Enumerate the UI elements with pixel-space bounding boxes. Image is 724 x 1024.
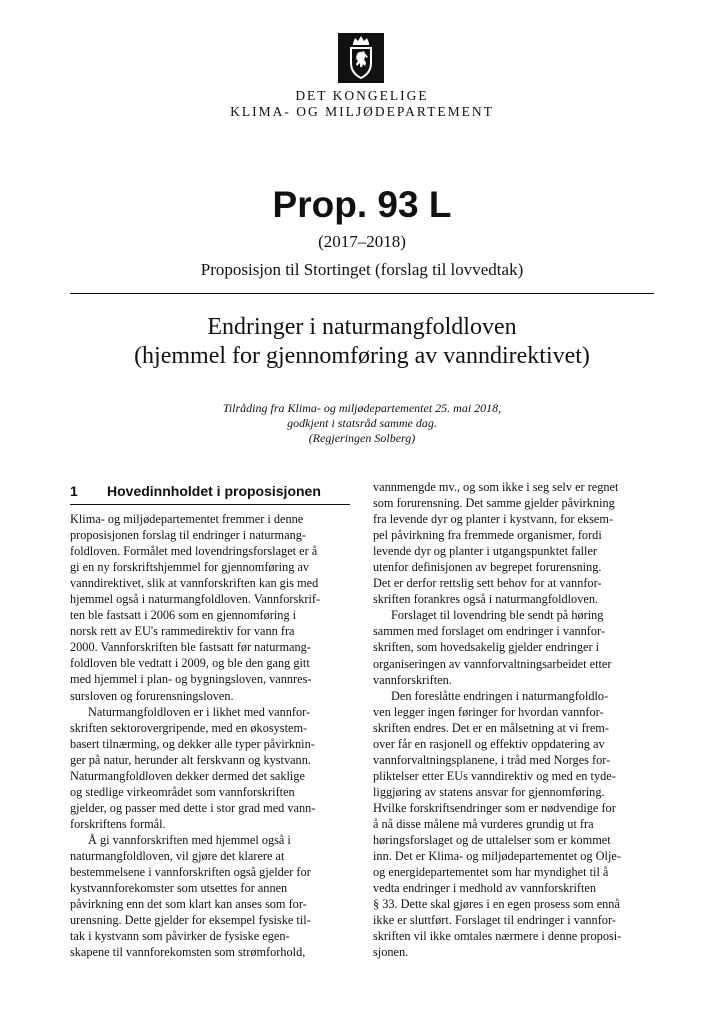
body-text-line: inn. Det er Klima- og miljødepartementet og Olje- xyxy=(373,849,621,864)
section-title: Hovedinnholdet i proposisjonen xyxy=(107,483,321,499)
section-number: 1 xyxy=(70,483,78,499)
body-text-line: skriften, som hovedsakelig gjelder endringer i xyxy=(373,640,600,655)
body-text-line: liggjøring av statens ansvar for gjennomføring. xyxy=(373,784,605,799)
body-text-line: urensning. Dette gjelder for eksempel fysiske til- xyxy=(70,913,311,928)
document-title-line2: (hjemmel for gjennomføring av vanndirektivet) xyxy=(134,343,590,369)
body-text-line: naturmangfoldloven, vil gjøre det klarere at xyxy=(70,848,285,863)
body-text-line: Naturmangfoldloven er i likhet med vannfor- xyxy=(88,704,311,719)
section-divider xyxy=(70,504,350,505)
body-column-right xyxy=(373,479,653,960)
approval-line3: (Regjeringen Solberg) xyxy=(308,431,416,445)
body-text-line: hjemmel også i naturmangfoldloven. Vannforskrif- xyxy=(70,592,321,607)
approval-line1: Tilråding fra Klima- og miljødepartementet 25. mai 2018, xyxy=(222,401,502,415)
body-text-line: høringsforslaget og de uttalelser som er kommet xyxy=(373,833,611,848)
body-text-line: basert tilnærming, og dekker alle typer påvirknin- xyxy=(70,736,315,751)
department-name-line1: DET KONGELIGE xyxy=(295,88,429,103)
body-text-line: Å gi vannforskriften med hjemmel også i xyxy=(88,832,291,847)
body-text-line: Klima- og miljødepartementet fremmer i denne xyxy=(70,512,304,526)
body-text-line: § 33. Dette skal gjøres i en egen prosess som ennå xyxy=(373,897,620,912)
body-text-line: foldloven ble vedtatt i 2009, og ble den gang gitt xyxy=(70,656,310,671)
body-text-line: Hvilke forskriftsendringer som er nødvendige for xyxy=(373,800,616,815)
body-text-line: over får en rasjonell og effektiv oppdatering av xyxy=(373,736,605,751)
lion-crest-icon xyxy=(338,33,384,83)
body-text-line: utenfor definisjonen av begrepet forurensning. xyxy=(373,560,602,575)
body-text-line: bestemmelsene i vannforskriften også gjelder for xyxy=(70,865,311,880)
body-text-line: skriften endres. Det er en målsetning at vi frem- xyxy=(373,720,609,735)
body-text-line: norsk rett av EU's rammedirektiv for vann fra xyxy=(70,624,295,639)
body-text-line: Forslaget til lovendring ble sendt på høring xyxy=(391,608,604,623)
body-text-line: skriften vil ikke omtales nærmere i denne proposi- xyxy=(373,929,622,944)
body-text-line: med hjemmel i plan- og bygningsloven, vannres- xyxy=(70,672,312,687)
body-text-line: pel påvirkning fra fremmede organismer, fordi xyxy=(373,528,602,543)
body-text-line: vanndirektivet, slik at vannforskriften kan gis med xyxy=(70,576,319,591)
approval-note xyxy=(0,401,724,446)
body-text-line: skriften forankres også i naturmangfoldloven. xyxy=(373,592,599,607)
approval-line2: godkjent i statsråd samme dag. xyxy=(287,416,437,430)
body-text-line: tak i kystvann som påvirker de fysiske egen- xyxy=(70,929,290,944)
body-column-left xyxy=(70,511,350,960)
body-text-line: gjelder, og passer med dette i stor grad med vann- xyxy=(70,800,316,815)
body-text-line: ten ble fastsatt i 2006 som en gjennomføring i xyxy=(70,608,297,623)
body-text-line: sursloven og forurensningsloven. xyxy=(70,688,234,703)
body-text-line: vannforvaltningsplanene, i tråd med Norges for- xyxy=(373,752,611,767)
body-text-line: kystvannforekomster som utsettes for annen xyxy=(70,881,288,896)
body-text-line: Den foreslåtte endringen i naturmangfoldlo- xyxy=(391,688,609,703)
body-text-line: påvirkning enn det som klart kan anses som for- xyxy=(70,897,307,912)
body-text-line: pliktelser etter EUs vanndirektiv og med en tyde- xyxy=(373,768,616,783)
body-text-line: skapene til vannforekomsten som strømforhold, xyxy=(70,945,306,960)
body-text-line: gi en ny forskriftshjemmel for gjennomføring av xyxy=(70,560,310,575)
proposition-title: Prop. 93 L xyxy=(272,184,452,225)
body-text-line: forskriftens formål. xyxy=(70,816,166,831)
section-heading xyxy=(70,482,350,500)
body-text-line: ikke er sluttført. Forslaget til endringer i vannfor- xyxy=(373,913,616,928)
document-title-line1: Endringer i naturmangfoldloven xyxy=(207,314,517,340)
proposition-subtitle: Proposisjon til Stortinget (forslag til lovvedtak) xyxy=(200,260,524,279)
body-text-line: 2000. Vannforskriften ble fastsatt før naturmang- xyxy=(70,640,311,655)
body-text-line: proposisjonen forslag til endringer i naturmang- xyxy=(70,528,306,543)
body-text-line: Det er derfor rettslig sett behov for at vannfor- xyxy=(373,576,602,591)
body-text-line: Naturmangfoldloven dekker dermed det saklige xyxy=(70,768,305,783)
body-text-line: skriften sektorovergripende, med en økosystem- xyxy=(70,720,308,735)
coat-of-arms-emblem xyxy=(338,33,384,83)
body-text-line: og stedlige virkeområdet som vannforskriften xyxy=(70,784,295,799)
body-text-line: sjonen. xyxy=(373,945,409,960)
body-text-line: ger på natur, herunder alt ferskvann og kystvann. xyxy=(70,752,311,767)
body-text-line: sammen med forslaget om endringer i vannfor- xyxy=(373,624,605,639)
body-text-line: og energidepartementet som har myndighet til å xyxy=(373,865,609,880)
body-text-line: ven legger ingen føringer for hvordan vannfor- xyxy=(373,704,604,719)
department-name-line2: KLIMA- OG MILJØDEPARTEMENT xyxy=(230,104,494,119)
body-text-line: vedta endringer i medhold av vannforskriften xyxy=(373,881,596,896)
body-text-line: levende dyr og planter i utgangspunktet faller xyxy=(373,544,598,559)
body-text-line: vannmengde mv., og som ikke i seg selv er regnet xyxy=(373,480,619,494)
body-text-line: vannforskriften. xyxy=(373,672,452,687)
document-title xyxy=(0,313,724,371)
title-divider xyxy=(70,293,654,294)
proposition-session: (2017–2018) xyxy=(318,232,406,251)
body-text-line: fra levende dyr og planter i kystvann, for eksem- xyxy=(373,512,614,527)
body-text-line: å nå disse målene må vurderes grundig ut fra xyxy=(373,816,594,831)
body-text-line: som forurensning. Det samme gjelder påvirkning xyxy=(373,496,615,511)
body-text-line: foldloven. Formålet med lovendringsforslaget er å xyxy=(70,544,318,559)
body-text-line: organiseringen av vannforvaltningsarbeidet etter xyxy=(373,656,612,671)
